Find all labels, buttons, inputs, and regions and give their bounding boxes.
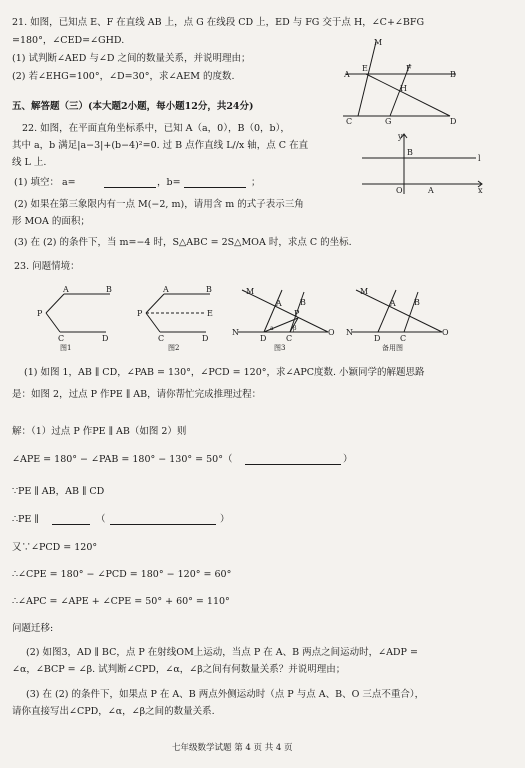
q21-stem-line1: 21. 如图，已知点 E、F 在直线 AB 上，点 G 在线段 CD 上，ED 与 FG 交于点 H，∠C+∠BFG	[12, 17, 425, 28]
reason-blank-2[interactable]	[110, 524, 216, 525]
line-mc	[358, 42, 376, 116]
q22-part3: (3) 在 (2) 的条件下，当 m=−4 时，S△ABC = 2S△MOA 时，求点 C 的坐标.	[14, 237, 352, 248]
fig3-label-o: O	[328, 328, 335, 337]
q23-part2-line1: (2) 如图3，AD ∥ BC，点 P 在射线OM上运动，当点 P 在 A、B 两点之间运动时，∠ADP =	[26, 647, 418, 658]
label-o: O	[396, 186, 403, 195]
solution-line3-close: ）	[220, 514, 230, 525]
label-c: C	[346, 117, 353, 126]
solution-line6: ∴∠APC = ∠APE + ∠CPE = 50° + 60° = 110°	[12, 596, 230, 607]
q22-part1-mid: ，b=	[157, 177, 181, 188]
fig2-label-c: C	[158, 334, 165, 343]
fig1-label-b: B	[106, 285, 112, 294]
section5-title: 五、解答题（三）(本大题2小题，每小题12分，共24分)	[12, 101, 254, 112]
line-ed	[366, 74, 450, 116]
solution-line4: 又∵∠PCD = 120°	[12, 542, 98, 553]
fig1-caption: 图1	[60, 344, 72, 352]
spare-label-d: D	[374, 334, 381, 343]
fig3-label-a: A	[276, 299, 282, 308]
q22-stem-line1: 22. 如图，在平面直角坐标系中，已知 A（a，0），B（0，b），	[22, 123, 290, 134]
q22-part2-line1: (2) 如果在第三象限内有一点 M(−2, m)，请用含 m 的式子表示三角	[14, 199, 304, 210]
label-f: F	[406, 64, 412, 73]
q21-part1: (1) 试判断∠AED 与∠D 之间的数量关系，并说明理由；	[12, 53, 251, 64]
spare-label-m: M	[360, 287, 369, 296]
reason-blank-1[interactable]	[245, 464, 341, 465]
fig3-label-p: P	[294, 309, 300, 318]
q23-part3-line2: 请你直接写出∠CPD，∠α，∠β之间的数量关系.	[12, 706, 215, 717]
solution-line1-close: ）	[343, 454, 353, 465]
q23-part3-line1: (3) 在 (2) 的条件下，如果点 P 在 A、B 两点外侧运动时（点 P 与点 A、B、O 三点不重合），	[26, 689, 425, 700]
label-a: A	[428, 186, 434, 195]
q22-stem-line2: 其中 a，b 满足|a−3|+(b−4)²=0. 过 B 点作直线 L//x 轴，点 C 在直	[12, 140, 309, 151]
q23-figure-3	[232, 284, 335, 343]
answer-blank-b[interactable]	[184, 187, 246, 188]
solution-line1: ∠APE = 180° − ∠PAB = 180° − 130° = 50°（	[12, 454, 233, 465]
fig3-label-alpha: a	[270, 325, 274, 332]
fig3-label-m: M	[246, 287, 255, 296]
solution-line5: ∴∠CPE = 180° − ∠PCD = 180° − 120° = 60°	[12, 569, 232, 580]
label-e: E	[362, 64, 368, 73]
label-y: y	[398, 132, 403, 141]
solution-line2: ∵PE ∥ AB，AB ∥ CD	[12, 486, 105, 497]
q23-figure-2	[136, 284, 216, 342]
fig3-label-n: N	[232, 328, 239, 337]
q23-title: 23. 问题情境：	[14, 261, 80, 272]
fig1-label-d: D	[102, 334, 109, 343]
fig2-label-e: E	[207, 309, 213, 318]
solution-line3-open: （	[96, 514, 106, 525]
label-h: H	[400, 84, 407, 93]
fig2-label-p: P	[137, 309, 143, 318]
q23-part2-line2: ∠α，∠BCP = ∠β. 试判断∠CPD，∠α，∠β之间有何数量关系？并说明理由；	[12, 664, 346, 675]
label-l: l	[478, 154, 481, 163]
q22-figure	[352, 128, 487, 200]
fig2-label-a: A	[163, 285, 169, 294]
q21-figure	[338, 36, 468, 128]
fig1-label-p: P	[37, 309, 43, 318]
q23-figure-1	[36, 284, 116, 342]
fig3-label-beta: β	[293, 325, 297, 332]
label-x: x	[478, 186, 483, 195]
spare-label-b: B	[414, 298, 420, 307]
fig1-label-a: A	[63, 285, 69, 294]
fig3-label-d: D	[260, 334, 267, 343]
spare-label-n: N	[346, 328, 353, 337]
label-a: A	[344, 70, 350, 79]
q22-part1-prefix: (1) 填空： a=	[14, 177, 76, 188]
spare-label-c: C	[400, 334, 407, 343]
spare-label-a: A	[390, 299, 396, 308]
q23-figure-spare	[346, 284, 449, 343]
line-blank[interactable]	[52, 524, 90, 525]
q23-part1-line1: (1) 如图 1，AB ∥ CD，∠PAB = 130°，∠PCD = 120°，求∠APC度数. 小颖同学的解题思路	[24, 367, 425, 378]
solution-line3: ∴PE ∥	[12, 514, 39, 525]
fig3-label-b: B	[300, 298, 306, 307]
q23-part1-line2: 是：如图 2，过点 P 作PE ∥ AB，请你帮忙完成推理过程：	[12, 389, 262, 400]
q21-stem-line2: =180°，∠CED=∠GHD.	[12, 35, 125, 46]
spare-fig-caption: 备用图	[382, 344, 403, 352]
label-b: B	[407, 148, 413, 157]
q22-part2-line2: 形 MOA 的面积；	[12, 216, 90, 227]
fig3-caption: 图3	[274, 344, 286, 352]
fig1-label-c: C	[58, 334, 65, 343]
fig2-label-d: D	[202, 334, 209, 343]
label-m: M	[374, 38, 383, 47]
label-b: B	[450, 70, 456, 79]
q22-part1-end: ；	[251, 177, 261, 188]
answer-blank-a[interactable]	[104, 187, 156, 188]
spare-label-o: O	[442, 328, 449, 337]
page-footer: 七年级数学试题 第 4 页 共 4 页	[172, 743, 293, 753]
q22-stem-line3: 线 L 上.	[12, 157, 47, 168]
fig2-label-b: B	[206, 285, 212, 294]
fig3-label-c: C	[286, 334, 293, 343]
fig2-caption: 图2	[168, 344, 180, 352]
solution-heading: 解：（1）过点 P 作PE ∥ AB（如图 2）则	[12, 426, 187, 437]
transfer-heading: 问题迁移:	[12, 623, 54, 634]
label-d: D	[450, 117, 457, 126]
q21-part2: (2) 若∠EHG=100°，∠D=30°，求∠AEM 的度数.	[12, 71, 235, 82]
label-g: G	[385, 117, 392, 126]
